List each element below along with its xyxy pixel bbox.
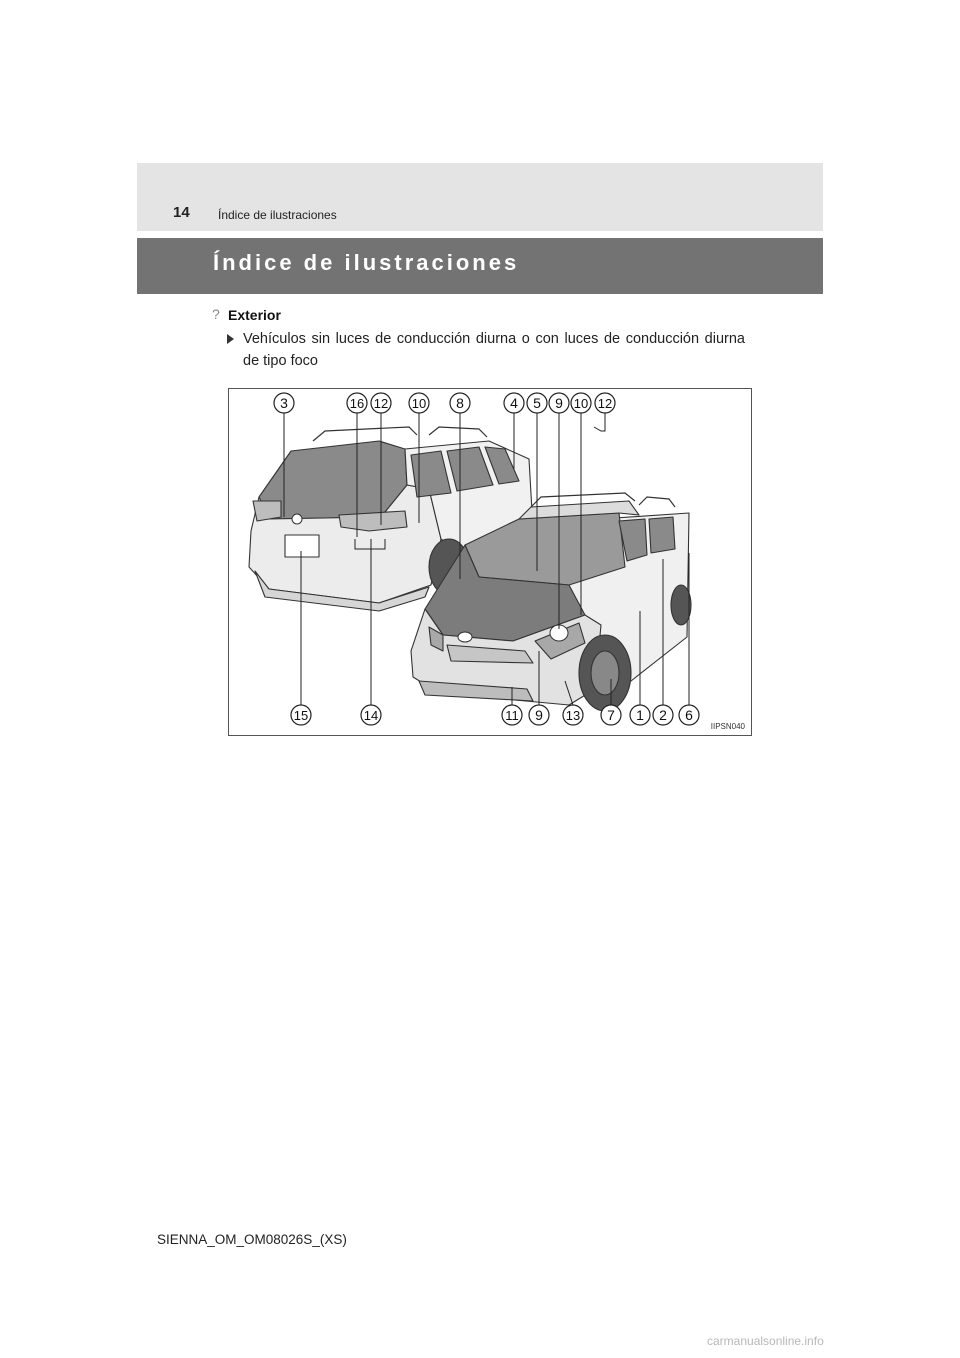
callout-label: 6 — [685, 707, 693, 723]
callouts-bottom-row — [291, 705, 699, 725]
callout-label: 10 — [411, 396, 427, 411]
callout-label: 14 — [363, 708, 379, 723]
callout-label: 15 — [293, 708, 309, 723]
callout-label: 4 — [510, 395, 518, 411]
subsection-marker: ? — [212, 306, 220, 322]
callout-label: 8 — [456, 395, 464, 411]
watermark: carmanualsonline.info — [707, 1334, 824, 1348]
document-code: SIENNA_OM_OM08026S_(XS) — [157, 1232, 347, 1247]
callout-label: 12 — [373, 396, 389, 411]
section-title: Índice de ilustraciones — [213, 250, 520, 275]
bullet-text: Vehículos sin luces de conducción diurna o con luces de conducción diurna de tipo foco — [243, 331, 745, 369]
callout-label: 13 — [565, 708, 581, 723]
callout-label: 5 — [533, 395, 541, 411]
callout-label: 9 — [555, 395, 563, 411]
callout-label: 2 — [659, 707, 667, 723]
callout-label: 11 — [505, 708, 519, 723]
callout-label: 1 — [636, 707, 644, 723]
vehicle-illustration — [229, 389, 751, 735]
callout-label: 10 — [573, 396, 589, 411]
callout-label: 3 — [280, 395, 288, 411]
vehicle-exterior-figure — [228, 388, 752, 736]
callout-label: 12 — [597, 396, 613, 411]
figure-code: IIPSN040 — [710, 722, 745, 731]
callout-label: 9 — [535, 707, 543, 723]
triangle-bullet-icon — [227, 334, 234, 344]
subsection-title: Exterior — [228, 307, 281, 323]
callout-label: 16 — [349, 396, 365, 411]
page-number: 14 — [173, 204, 190, 221]
callout-label: 7 — [607, 707, 615, 723]
running-title: Índice de ilustraciones — [218, 208, 337, 222]
callouts-top-row — [274, 393, 615, 413]
